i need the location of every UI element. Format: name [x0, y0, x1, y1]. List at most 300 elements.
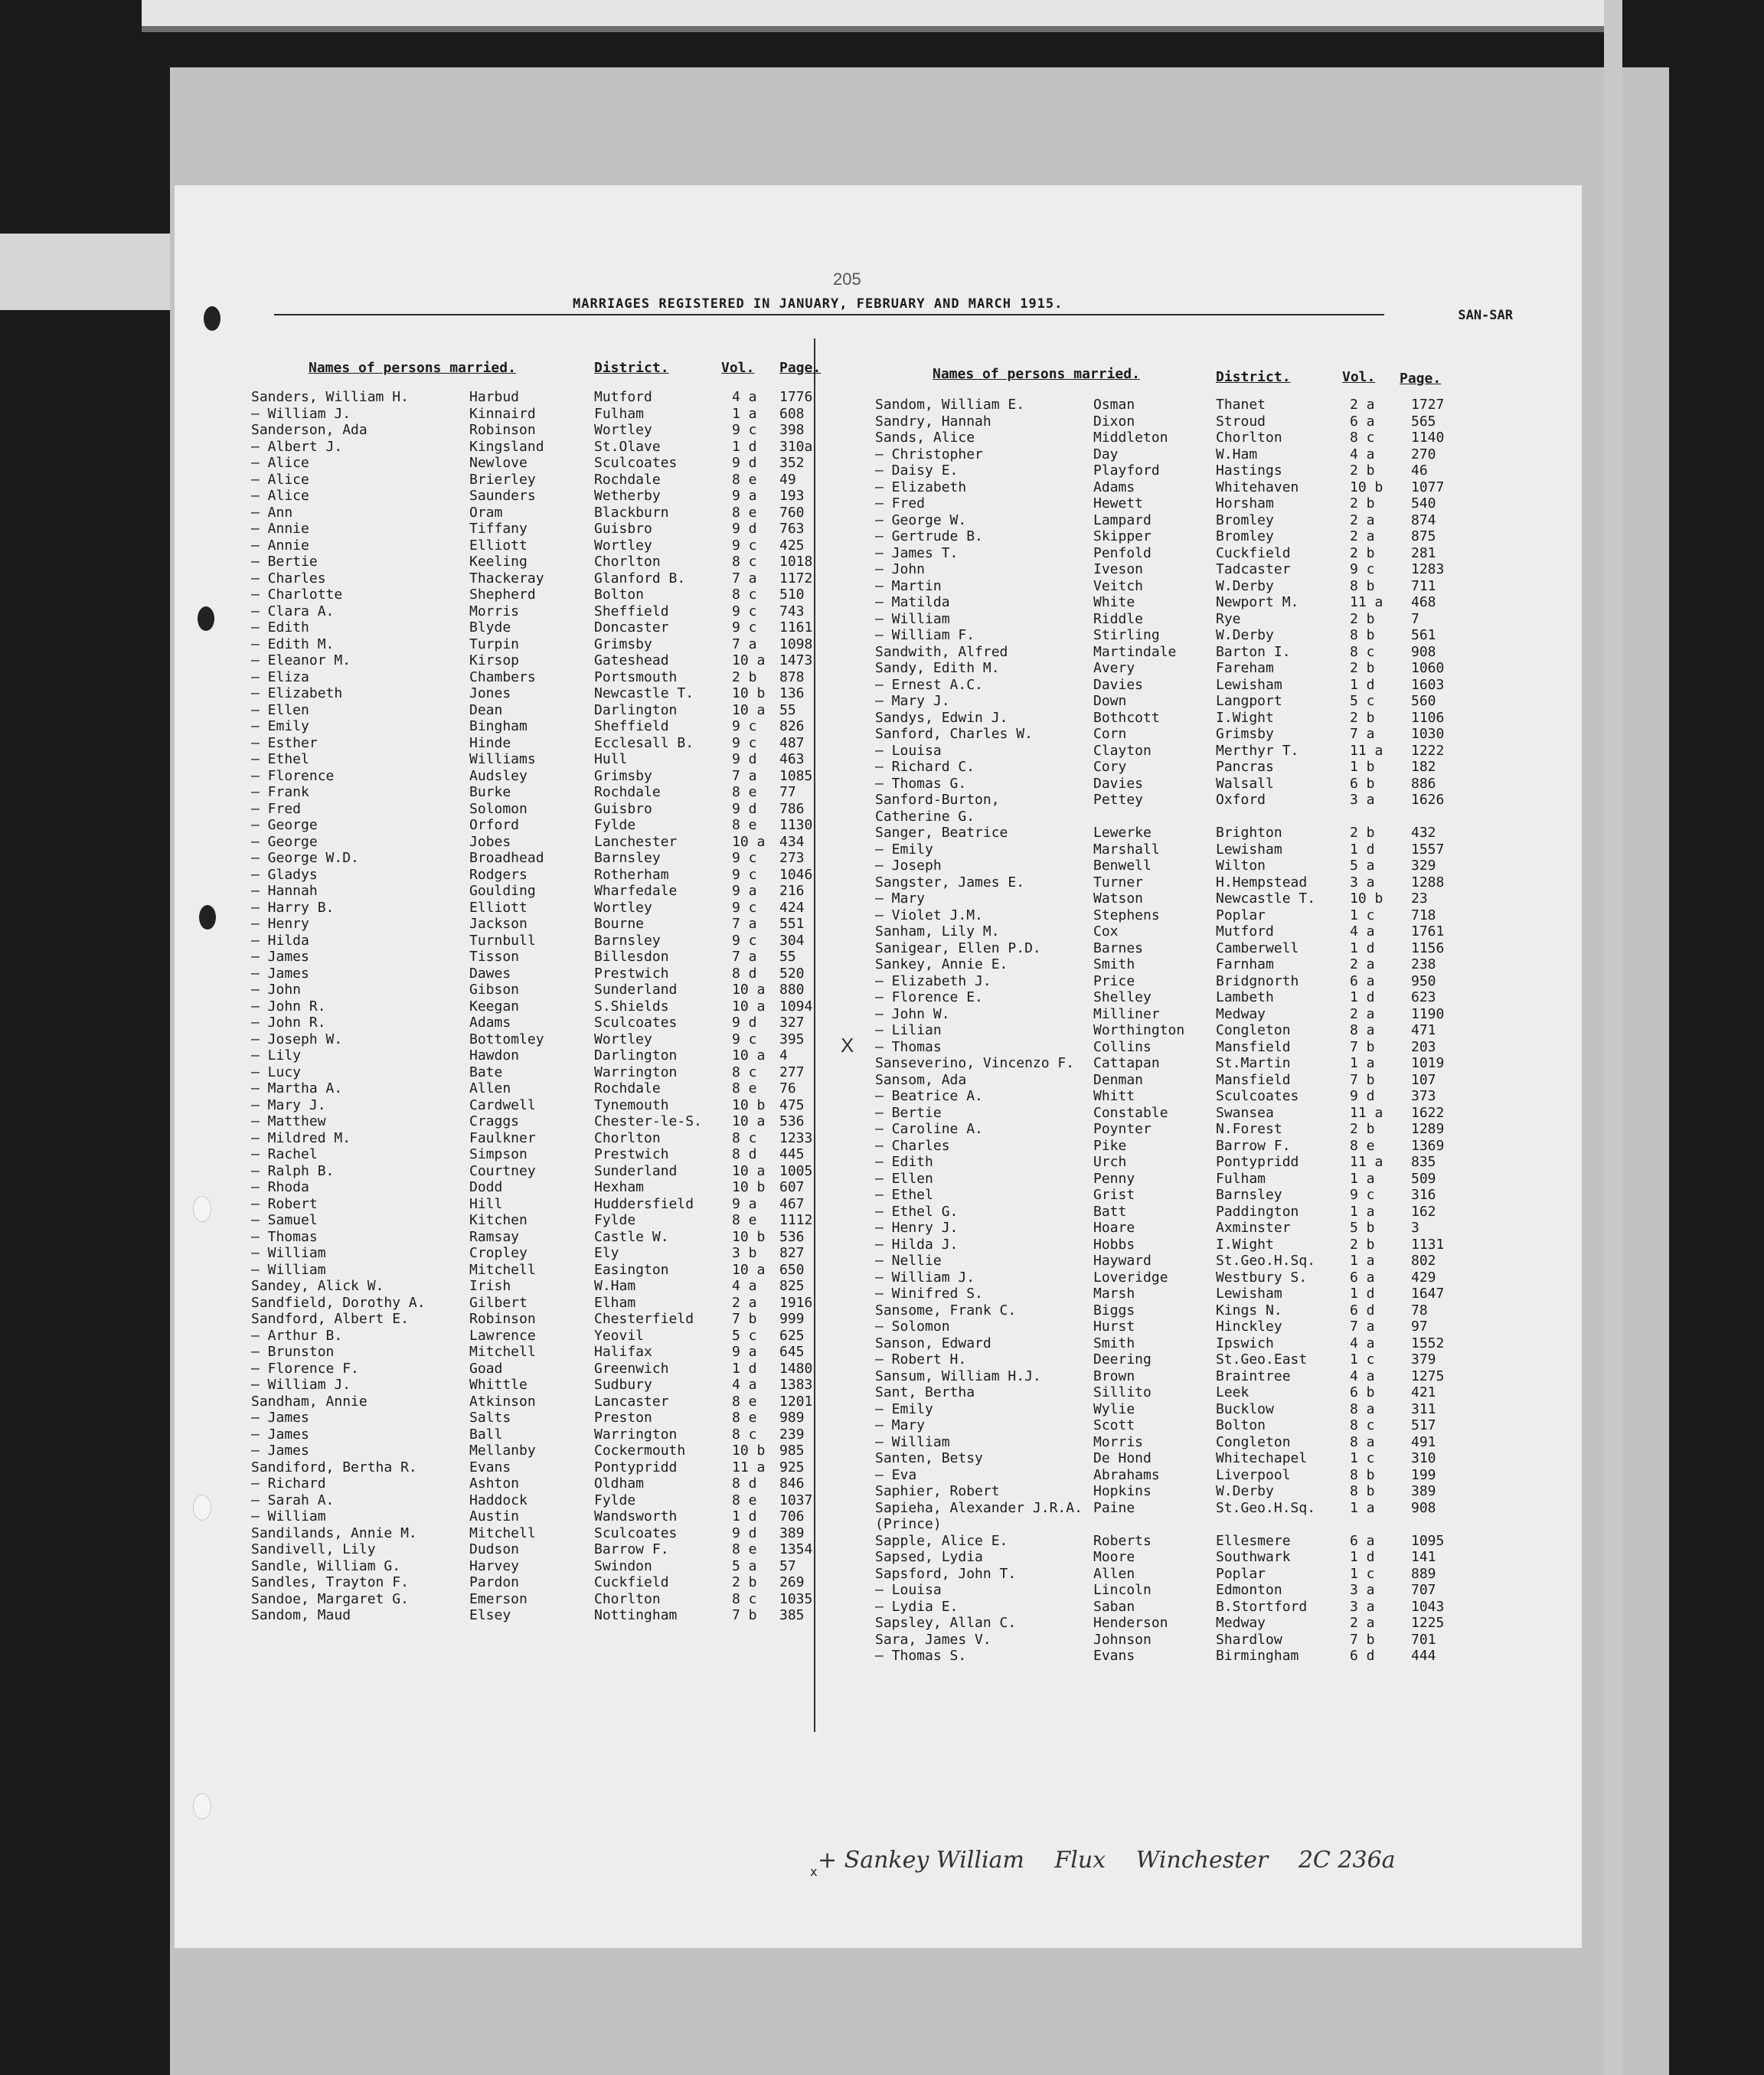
- entry-district: I.Wight: [1216, 1236, 1274, 1253]
- register-entry: [251, 784, 818, 801]
- entry-name: — Brunston: [251, 1344, 335, 1360]
- entry-page: 1283: [1411, 561, 1445, 577]
- register-entry: [251, 587, 818, 603]
- entry-spouse: Cory: [1093, 759, 1127, 775]
- entry-spouse: Watson: [1093, 890, 1144, 907]
- entry-vol: 6 a: [1350, 413, 1375, 430]
- entry-district: Rye: [1216, 610, 1241, 627]
- entry-spouse: Deering: [1093, 1351, 1152, 1368]
- entry-page: 4: [779, 1047, 788, 1064]
- entry-page: 182: [1411, 759, 1436, 775]
- entry-page: 425: [779, 537, 805, 554]
- entry-district: W.Derby: [1216, 577, 1274, 594]
- entry-name: Sara, James V.: [875, 1631, 991, 1648]
- entry-page: 1222: [1411, 742, 1445, 759]
- entry-page: 826: [779, 718, 805, 734]
- entry-spouse: Worthington: [1093, 1022, 1185, 1038]
- entry-vol: 10 a: [732, 701, 766, 718]
- entry-vol: 2 a: [1350, 1005, 1375, 1022]
- entry-page: 1275: [1411, 1368, 1445, 1384]
- entry-page: 608: [779, 405, 805, 422]
- entry-spouse: Kitchen: [469, 1212, 528, 1228]
- entry-page: 329: [1411, 858, 1436, 874]
- entry-spouse: Barnes: [1093, 939, 1144, 956]
- entry-spouse: Hewett: [1093, 495, 1144, 511]
- entry-vol: 8 c: [732, 587, 757, 603]
- entry-spouse: Hayward: [1093, 1253, 1152, 1269]
- entry-name: — Lydia E.: [875, 1598, 959, 1615]
- entry-district: I.Wight: [1216, 709, 1274, 726]
- entry-page: 1289: [1411, 1121, 1445, 1137]
- entry-district: Ely: [594, 1245, 619, 1261]
- entry-page: 281: [1411, 544, 1436, 561]
- register-entry: [251, 801, 818, 818]
- entry-name: Sanger, Beatrice: [875, 825, 1008, 841]
- entry-page: 421: [1411, 1384, 1436, 1400]
- register-entry: [875, 1138, 1488, 1155]
- entry-district: Bromley: [1216, 528, 1274, 544]
- entry-spouse: Sillito: [1093, 1384, 1152, 1400]
- entry-name: — Martin: [875, 577, 942, 594]
- entry-name: Saphier, Robert: [875, 1483, 1000, 1499]
- entry-page: 1161: [779, 619, 813, 636]
- entry-spouse: Turnbull: [469, 932, 536, 949]
- entry-name: Sandy, Edith M.: [875, 660, 1000, 676]
- entry-vol: 1 d: [1350, 676, 1375, 693]
- entry-name: Sapsed, Lydia: [875, 1549, 983, 1565]
- entry-page: 561: [1411, 627, 1436, 643]
- register-entry: [251, 1097, 818, 1114]
- entry-district: W.Ham: [1216, 446, 1258, 462]
- entry-vol: 11 a: [732, 1459, 766, 1475]
- entry-page: 1557: [1411, 841, 1445, 858]
- entry-vol: 9 c: [732, 866, 757, 883]
- entry-spouse: Marshall: [1093, 841, 1160, 858]
- entry-vol: 2 b: [1350, 495, 1375, 511]
- entry-name: — Lilian: [875, 1022, 942, 1038]
- right-header-page: Page.: [1400, 371, 1442, 387]
- entry-district: Newcastle T.: [1216, 890, 1316, 907]
- entry-district: Sheffield: [594, 718, 669, 734]
- register-entry: [251, 1344, 818, 1361]
- entry-name: — Charlotte: [251, 587, 343, 603]
- entry-name: Sanders, William H.: [251, 389, 409, 405]
- entry-name: — Gladys: [251, 866, 318, 883]
- entry-spouse: Wylie: [1093, 1400, 1135, 1417]
- entry-vol: 9 a: [732, 1344, 757, 1360]
- entry-name: — Ellen: [875, 1170, 933, 1187]
- entry-name: — Edith: [251, 619, 309, 636]
- entry-vol: 11 a: [1350, 1154, 1383, 1170]
- entry-vol: 8 e: [732, 1212, 757, 1228]
- entry-spouse: Paine: [1093, 1499, 1135, 1516]
- register-entry: [251, 669, 818, 686]
- register-entry: [251, 1311, 818, 1328]
- entry-spouse: Osman: [1093, 397, 1135, 413]
- entry-district: Fylde: [594, 1212, 636, 1228]
- entry-vol: 1 a: [1350, 1055, 1375, 1071]
- register-entry: [251, 768, 818, 785]
- entry-vol: 10 b: [1350, 479, 1383, 495]
- entry-spouse: Batt: [1093, 1203, 1127, 1220]
- entry-page: 1046: [779, 866, 813, 883]
- entry-spouse: Blyde: [469, 619, 511, 636]
- entry-district: Wortley: [594, 422, 652, 438]
- register-entry: [875, 1088, 1488, 1105]
- entry-vol: 6 b: [1350, 1384, 1375, 1400]
- register-entry: [875, 1566, 1488, 1583]
- entry-district: Walsall: [1216, 775, 1274, 792]
- entry-vol: 1 a: [732, 405, 757, 422]
- entry-page: 1131: [1411, 1236, 1445, 1253]
- entry-page: 989: [779, 1410, 805, 1426]
- entry-spouse: Solomon: [469, 800, 528, 817]
- register-entry: [251, 505, 818, 521]
- entry-page: 1098: [779, 636, 813, 652]
- entry-vol: 8 c: [732, 1129, 757, 1146]
- entry-vol: 9 d: [732, 521, 757, 537]
- register-entry: [251, 900, 818, 917]
- entry-spouse: Evans: [1093, 1648, 1135, 1664]
- entry-spouse: Dean: [469, 701, 503, 718]
- entry-district: Wortley: [594, 1031, 652, 1047]
- entry-page: 445: [779, 1146, 805, 1162]
- entry-spouse: Smith: [1093, 1335, 1135, 1351]
- entry-vol: 9 a: [732, 488, 757, 504]
- entry-district: Mutford: [1216, 923, 1274, 939]
- entry-vol: 3 b: [732, 1245, 757, 1261]
- entry-vol: 11 a: [1350, 594, 1383, 610]
- entry-district: Prestwich: [594, 965, 669, 982]
- register-entry: [251, 1064, 818, 1081]
- entry-vol: 8 c: [1350, 643, 1375, 660]
- register-entry: [875, 973, 1488, 990]
- entry-vol: 1 d: [1350, 1549, 1375, 1565]
- register-entry: [875, 1434, 1488, 1451]
- entry-district: Whitehaven: [1216, 479, 1299, 495]
- entry-spouse: Hobbs: [1093, 1236, 1135, 1253]
- register-entry: [875, 989, 1488, 1006]
- entry-vol: 9 c: [1350, 561, 1375, 577]
- entry-page: 1094: [779, 998, 813, 1015]
- register-entry: [251, 406, 818, 423]
- entry-district: Warrington: [594, 1426, 678, 1443]
- right-header-names: Names of persons married.: [933, 366, 1140, 382]
- register-entry: [251, 1410, 818, 1426]
- entry-spouse: Tiffany: [469, 521, 528, 537]
- entry-page: 889: [1411, 1565, 1436, 1582]
- entry-name: — Joseph: [875, 858, 942, 874]
- entry-name: Sansome, Frank C.: [875, 1302, 1017, 1319]
- entry-name: Sapsley, Allan C.: [875, 1615, 1017, 1631]
- entry-spouse: Constable: [1093, 1104, 1168, 1121]
- entry-name: — Albert J.: [251, 438, 343, 455]
- entry-spouse: Morris: [1093, 1433, 1144, 1450]
- entry-spouse: Veitch: [1093, 577, 1144, 594]
- left-header-district: District.: [594, 360, 669, 376]
- entry-vol: 8 c: [732, 1590, 757, 1607]
- register-entry: [251, 1047, 818, 1064]
- entry-vol: 8 e: [732, 1492, 757, 1508]
- entry-district: Oxford: [1216, 792, 1266, 808]
- register-entry: [251, 636, 818, 653]
- register-entry: [251, 982, 818, 998]
- entry-spouse: Mitchell: [469, 1261, 536, 1278]
- entry-name: — Mildred M.: [251, 1129, 351, 1146]
- entry-spouse: Bottomley: [469, 1031, 544, 1047]
- entry-vol: 1 d: [732, 438, 757, 455]
- title-rule: [274, 314, 1384, 315]
- register-entry: [251, 1377, 818, 1394]
- entry-name: — Thomas: [875, 1038, 942, 1055]
- entry-page: 1288: [1411, 874, 1445, 890]
- entry-page: 7: [1411, 610, 1419, 627]
- entry-district: Newcastle T.: [594, 685, 694, 701]
- entry-spouse: Denman: [1093, 1071, 1144, 1088]
- entry-page: 429: [1411, 1269, 1436, 1286]
- entry-spouse: Austin: [469, 1508, 520, 1524]
- register-entry: [875, 528, 1488, 545]
- entry-spouse: Stephens: [1093, 907, 1160, 923]
- entry-district: Wharfedale: [594, 883, 678, 899]
- register-entry: [875, 841, 1488, 858]
- entry-district: Mutford: [594, 389, 652, 405]
- entry-name: — George: [251, 833, 318, 850]
- entry-district: Halifax: [594, 1344, 652, 1360]
- entry-spouse: Shelley: [1093, 989, 1152, 1005]
- right-entries: [875, 397, 1488, 1665]
- entry-spouse: Emerson: [469, 1590, 528, 1607]
- entry-vol: 10 a: [732, 998, 766, 1015]
- entry-vol: 10 b: [732, 1096, 766, 1113]
- entry-district: Tadcaster: [1216, 561, 1291, 577]
- entry-district: Yeovil: [594, 1327, 645, 1344]
- entry-vol: 8 a: [1350, 1400, 1375, 1417]
- entry-vol: 2 b: [1350, 462, 1375, 479]
- entry-vol: 8 d: [732, 1475, 757, 1492]
- register-entry: [875, 413, 1488, 430]
- entry-page: 216: [779, 883, 805, 899]
- entry-vol: 10 b: [732, 1228, 766, 1245]
- entry-page: 718: [1411, 907, 1436, 923]
- entry-district: Cockermouth: [594, 1443, 686, 1459]
- entry-page: 1019: [1411, 1055, 1445, 1071]
- entry-spouse: De Hond: [1093, 1450, 1152, 1466]
- entry-name: — Bertie: [251, 554, 318, 570]
- register-entry: [251, 1426, 818, 1443]
- entry-district: W.Derby: [1216, 627, 1274, 643]
- register-entry: [251, 570, 818, 587]
- register-entry: [875, 1302, 1488, 1319]
- entry-page: 517: [1411, 1417, 1436, 1433]
- register-entry: [251, 1278, 818, 1295]
- entry-vol: 7 b: [1350, 1631, 1375, 1648]
- entry-page: 1037: [779, 1492, 813, 1508]
- entry-district: Barrow F.: [1216, 1137, 1291, 1154]
- entry-spouse: Milliner: [1093, 1005, 1160, 1022]
- entry-page: 645: [779, 1344, 805, 1360]
- entry-page: 540: [1411, 495, 1436, 511]
- entry-name: Sanderson, Ada: [251, 422, 368, 438]
- entry-district: Lanchester: [594, 833, 678, 850]
- entry-page: 1622: [1411, 1104, 1445, 1121]
- entry-name: — James: [251, 1426, 309, 1443]
- entry-spouse: Kinnaird: [469, 405, 536, 422]
- entry-vol: 10 b: [1350, 890, 1383, 907]
- entry-vol: 5 b: [1350, 1220, 1375, 1236]
- entry-spouse: Loveridge: [1093, 1269, 1168, 1286]
- entry-district: Sculcoates: [1216, 1088, 1299, 1104]
- entry-vol: 8 e: [732, 1410, 757, 1426]
- entry-district: Lambeth: [1216, 989, 1274, 1005]
- entry-spouse: Dudson: [469, 1541, 520, 1557]
- entry-district: Wetherby: [594, 488, 661, 504]
- entry-district: Preston: [594, 1410, 652, 1426]
- entry-district: Mansfield: [1216, 1038, 1291, 1055]
- entry-district: Shardlow: [1216, 1631, 1282, 1648]
- entry-district: Barnsley: [594, 932, 661, 949]
- entry-name: — Thomas S.: [875, 1648, 967, 1664]
- entry-spouse: Allen: [1093, 1565, 1135, 1582]
- entry-vol: 8 c: [732, 1426, 757, 1443]
- punch-hole: [198, 606, 214, 631]
- entry-page: 352: [779, 455, 805, 471]
- entry-vol: 8 c: [1350, 1417, 1375, 1433]
- entry-district: Sculcoates: [594, 1524, 678, 1541]
- entry-district: Southwark: [1216, 1549, 1291, 1565]
- register-entry: [251, 1607, 818, 1624]
- entry-spouse: Moore: [1093, 1549, 1135, 1565]
- entry-name: — Winifred S.: [875, 1286, 983, 1302]
- entry-spouse: Broadhead: [469, 850, 544, 866]
- entry-name: Sandom, Maud: [251, 1607, 351, 1623]
- punch-hole: [193, 1495, 211, 1521]
- entry-name: — William: [251, 1508, 326, 1524]
- entry-page: 277: [779, 1064, 805, 1080]
- left-header-page: Page.: [779, 360, 822, 376]
- punch-hole: [193, 1196, 211, 1222]
- entry-spouse: Turner: [1093, 874, 1144, 890]
- entry-name: Sandoe, Margaret G.: [251, 1590, 409, 1607]
- entry-vol: 7 b: [1350, 1038, 1375, 1055]
- entry-name: — Louisa: [875, 742, 942, 759]
- register-entry: [875, 923, 1488, 940]
- right-header-vol: Vol.: [1342, 369, 1376, 385]
- entry-district: Cuckfield: [594, 1574, 669, 1590]
- register-entry: [251, 1031, 818, 1048]
- entry-vol: 1 d: [1350, 1286, 1375, 1302]
- entry-page: 1603: [1411, 676, 1445, 693]
- entry-name: — Eliza: [251, 668, 309, 685]
- entry-spouse: Jobes: [469, 833, 511, 850]
- entry-name: — Arthur B.: [251, 1327, 343, 1344]
- entry-spouse: Scott: [1093, 1417, 1135, 1433]
- entry-vol: 7 a: [732, 916, 757, 932]
- entry-page: 1761: [1411, 923, 1445, 939]
- entry-district: Guisbro: [594, 800, 652, 817]
- register-entry: [251, 1080, 818, 1097]
- entry-vol: 1 d: [1350, 939, 1375, 956]
- register-entry: [875, 1055, 1488, 1072]
- entry-name: Sands, Alice: [875, 430, 975, 446]
- entry-name: — Ethel: [875, 1187, 933, 1203]
- entry-vol: 9 c: [732, 932, 757, 949]
- register-entry: [875, 1171, 1488, 1188]
- entry-vol: 6 d: [1350, 1648, 1375, 1664]
- entry-name: — Thomas: [251, 1228, 318, 1245]
- entry-vol: 1 b: [1350, 759, 1375, 775]
- register-entry: [875, 627, 1488, 644]
- entry-name: — Gertrude B.: [875, 528, 983, 544]
- entry-name: Sandey, Alick W.: [251, 1278, 384, 1294]
- entry-spouse: Hurst: [1093, 1319, 1135, 1335]
- entry-name: — William: [875, 610, 950, 627]
- entry-name: (Prince): [875, 1516, 942, 1532]
- entry-page: 23: [1411, 890, 1428, 907]
- entry-page: 560: [1411, 693, 1436, 709]
- entry-vol: 8 c: [1350, 430, 1375, 446]
- register-entry: [875, 397, 1488, 413]
- entry-vol: 1 c: [1350, 1351, 1375, 1368]
- entry-district: Darlington: [594, 701, 678, 718]
- register-entry: [251, 1262, 818, 1279]
- entry-name: — Ralph B.: [251, 1162, 335, 1179]
- entry-vol: 9 c: [732, 537, 757, 554]
- entry-spouse: Gibson: [469, 982, 520, 998]
- entry-page: 1035: [779, 1590, 813, 1607]
- entry-district: Hull: [594, 751, 628, 767]
- entry-vol: 8 a: [1350, 1022, 1375, 1038]
- entry-vol: 9 d: [732, 751, 757, 767]
- entry-page: 1190: [1411, 1005, 1445, 1022]
- entry-page: 908: [1411, 643, 1436, 660]
- entry-district: Billesdon: [594, 949, 669, 965]
- entry-district: Barrow F.: [594, 1541, 669, 1557]
- entry-district: Pancras: [1216, 759, 1274, 775]
- entry-page: 141: [1411, 1549, 1436, 1565]
- entry-name: — Nellie: [875, 1253, 942, 1269]
- entry-name: — Beatrice A.: [875, 1088, 983, 1104]
- entry-vol: 2 a: [1350, 511, 1375, 528]
- entry-page: 874: [1411, 511, 1436, 528]
- entry-district: Gateshead: [594, 652, 669, 668]
- entry-vol: 7 b: [732, 1311, 757, 1327]
- entry-name: Sant, Bertha: [875, 1384, 975, 1400]
- entry-vol: 10 a: [732, 1162, 766, 1179]
- register-entry: [875, 611, 1488, 628]
- register-entry: [875, 1335, 1488, 1352]
- entry-vol: 9 d: [732, 455, 757, 471]
- entry-district: Fylde: [594, 817, 636, 833]
- register-entry: [251, 933, 818, 949]
- register-entry: [251, 1015, 818, 1031]
- entry-page: 878: [779, 668, 805, 685]
- entry-name: Sanford, Charles W.: [875, 726, 1033, 742]
- register-entry: [251, 1113, 818, 1130]
- entry-district: S.Shields: [594, 998, 669, 1015]
- entry-name: — Charles: [251, 570, 326, 587]
- entry-page: 1030: [1411, 726, 1445, 742]
- entry-spouse: Riddle: [1093, 610, 1144, 627]
- entry-district: Bolton: [594, 587, 645, 603]
- entry-page: 1156: [1411, 939, 1445, 956]
- entry-spouse: Roberts: [1093, 1532, 1152, 1549]
- entry-vol: 7 b: [1350, 1071, 1375, 1088]
- entry-page: 107: [1411, 1071, 1436, 1088]
- entry-name: Sandys, Edwin J.: [875, 709, 1008, 726]
- entry-vol: 8 b: [1350, 577, 1375, 594]
- entry-vol: 8 e: [732, 1080, 757, 1096]
